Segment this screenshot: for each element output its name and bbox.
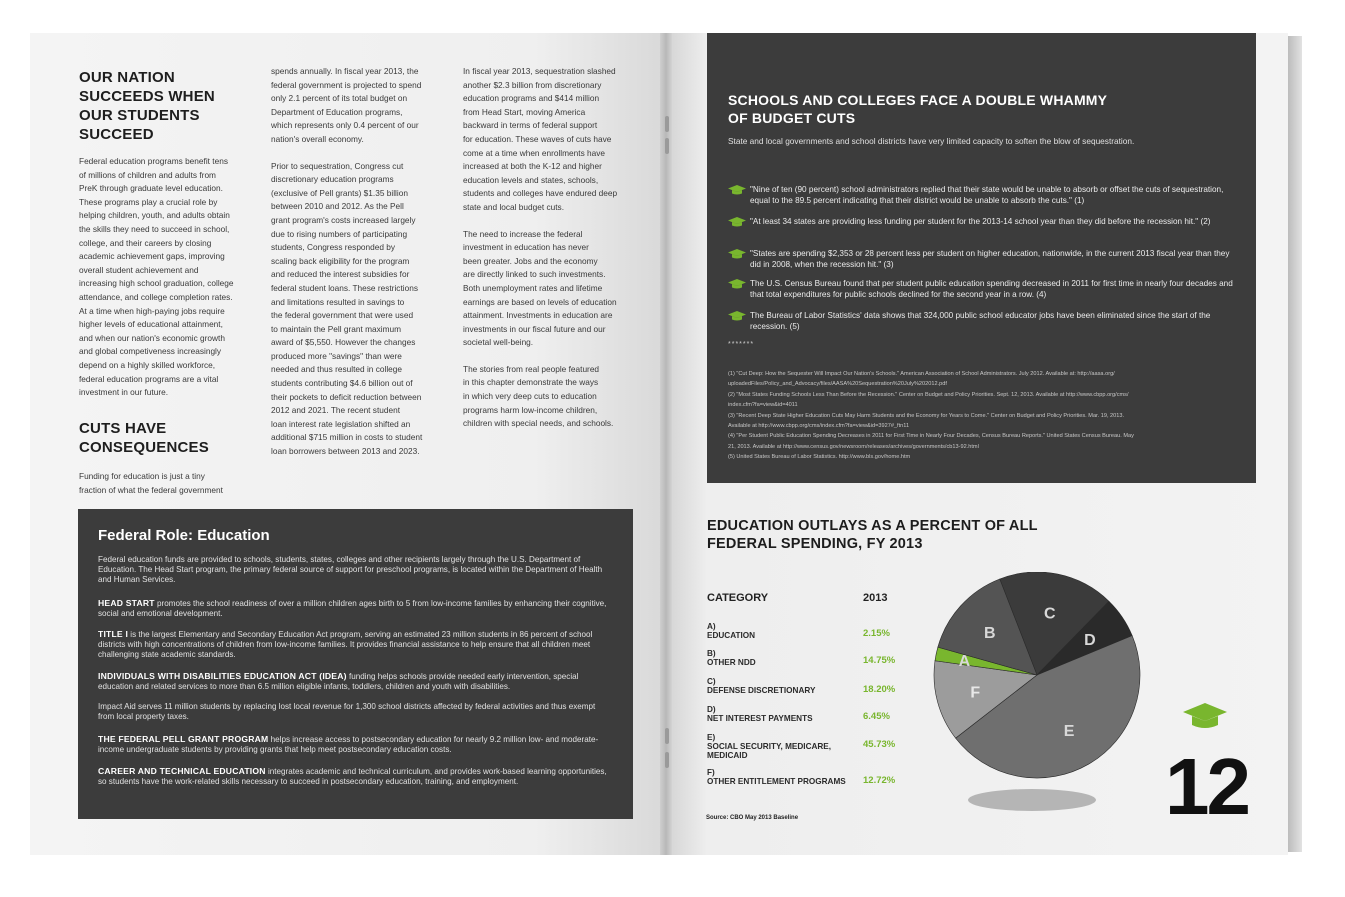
text-line: award of $5,550. However the changes — [271, 337, 416, 348]
text-line: These programs play a crucial role by — [79, 196, 218, 207]
text-line: higher levels of educational attainment, — [79, 319, 223, 330]
text-line: which represents only 0.4 percent of our — [271, 120, 419, 131]
text-line: and limitations resulted in savings to — [271, 296, 405, 307]
page-edge — [1288, 36, 1302, 852]
text-line: of millions of children and adults from — [79, 169, 216, 180]
chart-title: EDUCATION OUTLAYS AS A PERCENT OF ALL FEDERAL SPENDING, FY 2013 — [707, 518, 1038, 552]
head-start-item: HEAD START promotes the school readiness of over a million children ages birth to 5 from low-income families by enhancing their cognitive, social and emotional development. — [98, 598, 607, 618]
text-line: students and colleges have endured deep — [463, 188, 618, 199]
text-line: and when our nation's economic growth — [79, 332, 225, 343]
row-label-c: C) DEFENSE DISCRETIONARY — [707, 677, 816, 695]
row-label-d: D) NET INTEREST PAYMENTS — [707, 705, 813, 723]
text-line: additional $715 million in costs to student — [271, 432, 423, 443]
text-line: attendance, and college completion rates. — [79, 291, 233, 302]
text-line: (exclusive of Pell grants) $1.35 billion — [271, 187, 408, 198]
text-line: attainment. Investments in education are — [463, 310, 613, 321]
staple-top-2 — [665, 138, 669, 154]
text-line: the skills they need to succeed in school, — [79, 223, 230, 234]
text-line: programs harm low-income children, — [463, 404, 598, 415]
graduation-cap-icon — [728, 279, 746, 289]
text-line: increasing high school graduation, college — [79, 278, 234, 289]
pie-label-b: B — [983, 625, 996, 643]
impact-aid-item: Impact Aid serves 11 million students by replacing lost local revenue for 1,300 school districts affected by federal activities and thus exempt from local property taxes. — [98, 702, 596, 721]
pie-label-c: C — [1044, 605, 1056, 623]
text-line: for education. These waves of cuts have — [463, 133, 612, 144]
text-line: discretionary education programs — [271, 174, 394, 185]
text-line: Department of Education programs, — [271, 106, 403, 117]
pie-label-d: D — [1084, 632, 1096, 650]
pie-shadow — [968, 789, 1096, 811]
heading-cuts-consequences: CUTS HAVE CONSEQUENCES — [79, 420, 209, 456]
graduation-cap-icon — [728, 185, 746, 195]
text-line: The stories from real people featured — [463, 363, 600, 374]
text-line: PreK through graduate level education. — [79, 183, 223, 194]
title-i-item: TITLE I is the largest Elementary and Secondary Education Act program, serving an estimated 23 million students in 86 percent of school districts with high concentrations of children from low-income families. It provides financial assistance to help ensure that all children meet challenging state academic standards. — [98, 629, 593, 659]
text-line: and reduced the interest subsidies for — [271, 269, 410, 280]
text-line: 2012 and 2021. The recent student — [271, 405, 401, 416]
staple-bottom — [665, 728, 669, 744]
text-line: education programs and $414 million — [463, 93, 600, 104]
text-line: another $2.3 billion from discretionary — [463, 79, 602, 90]
text-line: produced more "savings" than were — [271, 350, 402, 361]
text-line: in this chapter demonstrate the ways — [463, 377, 599, 388]
text-line: federal student loans. These restrictions — [271, 282, 418, 293]
staple-top — [665, 116, 669, 132]
text-line: investments in our fiscal future and our — [463, 323, 606, 334]
text-line: backward in terms of federal support — [463, 120, 598, 131]
schools-subtitle: State and local governments and school districts have very limited capacity to soften the blow of sequestration. — [728, 136, 1135, 146]
graduation-cap-icon — [1183, 703, 1227, 731]
pie-label-f: F — [970, 684, 981, 702]
text-line: in which very deep cuts to education — [463, 391, 597, 402]
row-value-d: 6.45% — [863, 711, 890, 722]
text-line: grant program's costs increased largely — [271, 214, 416, 225]
text-line: Funding for education is just a tiny — [79, 471, 205, 481]
text-line: between 2010 and 2012. As the Pell — [271, 201, 404, 212]
row-value-f: 12.72% — [863, 775, 896, 786]
column-2-text — [271, 65, 451, 472]
text-line: academic achievement gaps, improving — [79, 251, 225, 262]
federal-role-intro: Federal education funds are provided to schools, students, states, colleges and other recipients largely through the U.S. Department of Education. The Head Start program, the primary federal source of support for preschool programs, is located within the Department of Health and Human Services. — [98, 555, 603, 584]
text-line: helping children, youth, and adults obtain — [79, 210, 230, 221]
separator-stars: ******* — [728, 341, 755, 348]
text-line: state and local budget cuts. — [463, 201, 565, 212]
staple-bottom-2 — [665, 752, 669, 768]
text-line: education levels and states, schools, — [463, 174, 599, 185]
text-line: federal government is projected to spend — [271, 79, 422, 90]
text-line: In fiscal year 2013, sequestration slashed — [463, 66, 616, 76]
text-line: only 2.1 percent of its total budget on — [271, 93, 408, 104]
text-line: federal education programs are a vital — [79, 373, 219, 384]
row-value-a: 2.15% — [863, 628, 890, 639]
text-line: earnings are based on levels of education — [463, 296, 617, 307]
graduation-cap-icon — [728, 249, 746, 259]
column-3-text — [463, 65, 643, 444]
row-label-e: E) SOCIAL SECURITY, MEDICARE, MEDICAID — [707, 733, 832, 760]
footnotes: (1) "Cut Deep: How the Sequester Will Impact Our Nation's Schools." American Association of School Administrators. July 2012. Available at: http://aasa.org/ uploadedFiles/Policy_and_Advocacy/files/AASA%20Sequestration%20July%202012.pdf (2) "Most States Funding Schools Less Than Before the Recession." Center on Budget and Policy Priorities. Sept. 12, 2013. Available at http://www.cbpp.org/cms/ index.cfm?fa=view&id=4011 (3) "Recent Deep State Higher Education Cuts May Harm Students and the Economy for Years to Come." Center on Budget and Policy Priorities. Mar. 19, 2013. Available at http://www.cbpp.org/cms/index.cfm?fa=view&id=3927#_ftn11 (4) "Per Student Public Education Spending Decreases in 2011 for First Time in Nearly Four Decades, Census Bureau Reports." United States Census Bureau. May 21, 2013. Available at http://www.census.gov/newsroom/releases/archives/governments/cb13-92.html (5) United States Bureau of Labor Statistics. http://www.bls.gov/home.htm — [728, 371, 1134, 461]
text-line: investment in our future. — [79, 387, 169, 398]
text-line: At a time when high-paying jobs require — [79, 305, 225, 316]
schools-box: SCHOOLS AND COLLEGES FACE A DOUBLE WHAMMY OF BUDGET CUTS State and local governments and school districts have very limited capacity to soften the blow of sequestration. "Nine of ten (90 percent) school administrators replied that their state would be unable to absorb or offset the cuts of sequestration, equal to the 89.5 percent indicating that their district would be unable to absorb the cuts." (1) "At least 34 states are providing less funding per student for the 2013-14 school year than they did before the recession hit." (2) "States are spending $2,353 or 28 percent less per student on higher education, nationwide, in the current 2013 fiscal year than they did in 2008, when the recession hit." (3) The U.S. Census Bureau found that per student public education spending decreased in 2011 for first time in nearly four decades and that total expenditures for public schools declined for the second year in a row. (4) The Bureau of Labor Statistics' data shows that 324,000 public school educator jobs have been eliminated since the start of the recession. (5) ******* (1) "Cut Deep: How the Sequester Will Impact Our Nation's Schools." American Association of School Administrators. July 2012. Available at: http://aasa.org/ uploadedFiles/Policy_and_Advocacy/files/AASA%20Sequestration%20July%202012.pdf (2) "Most States Funding Schools Less Than Before the Recession." Center on Budget and Policy Priorities. Sept. 12, 2013. Available at http://www.cbpp.org/cms/ index.cfm?fa=view&id=4011 (3) "Recent Deep State Higher Education Cuts May Harm Students and the Economy for Years to Come." Center on Budget and Policy Priorities. Mar. 19, 2013. Available at http://www.cbpp.org/cms/index.cfm?fa=view&id=3927#_ftn11 (4) "Per Student Public Education Spending Decreases in 2011 for First Time in Nearly Four Decades, Census Bureau Reports." United States Census Bureau. May 21, 2013. Available at http://www.census.gov/newsroom/releases/archives/governments/cb13-92.html (5) United States Bureau of Labor Statistics. http://www.bls.gov/home.htm — [707, 33, 1256, 483]
federal-role-title: Federal Role: Education — [98, 527, 270, 544]
text-line: The need to increase the federal — [463, 228, 583, 239]
pie-chart — [932, 572, 1144, 818]
text-line: loan interest rate legislation shifted an — [271, 418, 411, 429]
text-line: from Head Start, moving America — [463, 106, 586, 117]
category-header: CATEGORY — [707, 592, 769, 604]
pie-label-e: E — [1063, 723, 1075, 741]
text-line: children with special needs, and schools. — [463, 418, 614, 429]
text-line: their pockets to deficit reduction between — [271, 391, 422, 402]
text-line: nation's overall economy. — [271, 133, 364, 144]
schools-title: SCHOOLS AND COLLEGES FACE A DOUBLE WHAMMY OF BUDGET CUTS — [728, 92, 1108, 126]
column-1-text-2 — [79, 470, 259, 497]
text-line: Both unemployment rates and lifetime — [463, 282, 603, 293]
row-label-a: A) EDUCATION — [707, 622, 756, 640]
text-line: loan borrowers between 2013 and 2023. — [271, 446, 420, 457]
year-header: 2013 — [863, 592, 888, 604]
career-technical-item: CAREER AND TECHNICAL EDUCATION integrates academic and technical curriculum, and provides work-based learning opportunities, so students have the work-related skills necessary to succeed in postsecondary education, training, and employment. — [98, 766, 607, 786]
text-line: come at a time when enrollments have — [463, 147, 606, 158]
text-line: Federal education programs benefit tens — [79, 156, 228, 166]
pell-grant-item: THE FEDERAL PELL GRANT PROGRAM helps increase access to postsecondary education for nearly 9.2 million low- and moderate-income undergraduate students by providing grants that help meet postsecondary education costs. — [98, 734, 599, 754]
graduation-cap-icon — [728, 311, 746, 321]
text-line: the federal government that were used — [271, 310, 414, 321]
text-line: needed and thus resulted in college — [271, 364, 403, 375]
text-line: students, Congress responded by — [271, 242, 396, 253]
text-line: spends annually. In fiscal year 2013, the — [271, 66, 419, 76]
pie-label-a: A — [958, 652, 971, 670]
text-line: overall student achievement and — [79, 264, 199, 275]
text-line: increased at both the K-12 and higher — [463, 161, 602, 172]
column-1-text — [79, 155, 259, 400]
row-value-c: 18.20% — [863, 684, 896, 695]
text-line: students contributing $4.6 billion out of — [271, 378, 413, 389]
idea-item: INDIVIDUALS WITH DISABILITIES EDUCATION ACT (IDEA) funding helps schools provide needed early intervention, special education and related services to more than 6.5 million eligible infants, toddlers, children and youth with disabilities. — [98, 671, 579, 691]
text-line: scaling back eligibility for the program — [271, 255, 410, 266]
text-line: been greater. Jobs and the economy — [463, 255, 598, 266]
text-line: Prior to sequestration, Congress cut — [271, 160, 404, 171]
graduation-cap-icon — [728, 217, 746, 227]
text-line: and global competiveness increasingly — [79, 346, 222, 357]
heading-our-nation: OUR NATION SUCCEEDS WHEN OUR STUDENTS SUCCEED — [79, 69, 215, 143]
text-line: societal well-being. — [463, 337, 534, 348]
federal-role-box — [78, 509, 633, 819]
chart-source: Source: CBO May 2013 Baseline — [706, 815, 799, 821]
row-label-b: B) OTHER NDD — [707, 649, 756, 667]
row-value-b: 14.75% — [863, 655, 896, 666]
text-line: are directly linked to such investments. — [463, 269, 606, 280]
text-line: due to rising numbers of participating — [271, 228, 408, 239]
text-line: to maintain the Pell grant maximum — [271, 323, 402, 334]
text-line: investment in education has never — [463, 242, 589, 253]
page-number: 12 — [1165, 742, 1248, 831]
text-line: depend on a highly skilled workforce, — [79, 359, 216, 370]
row-label-f: F) OTHER ENTITLEMENT PROGRAMS — [707, 768, 846, 786]
row-value-e: 45.73% — [863, 739, 896, 750]
text-line: college, and their careers by closing — [79, 237, 212, 248]
text-line: fraction of what the federal government — [79, 484, 223, 495]
